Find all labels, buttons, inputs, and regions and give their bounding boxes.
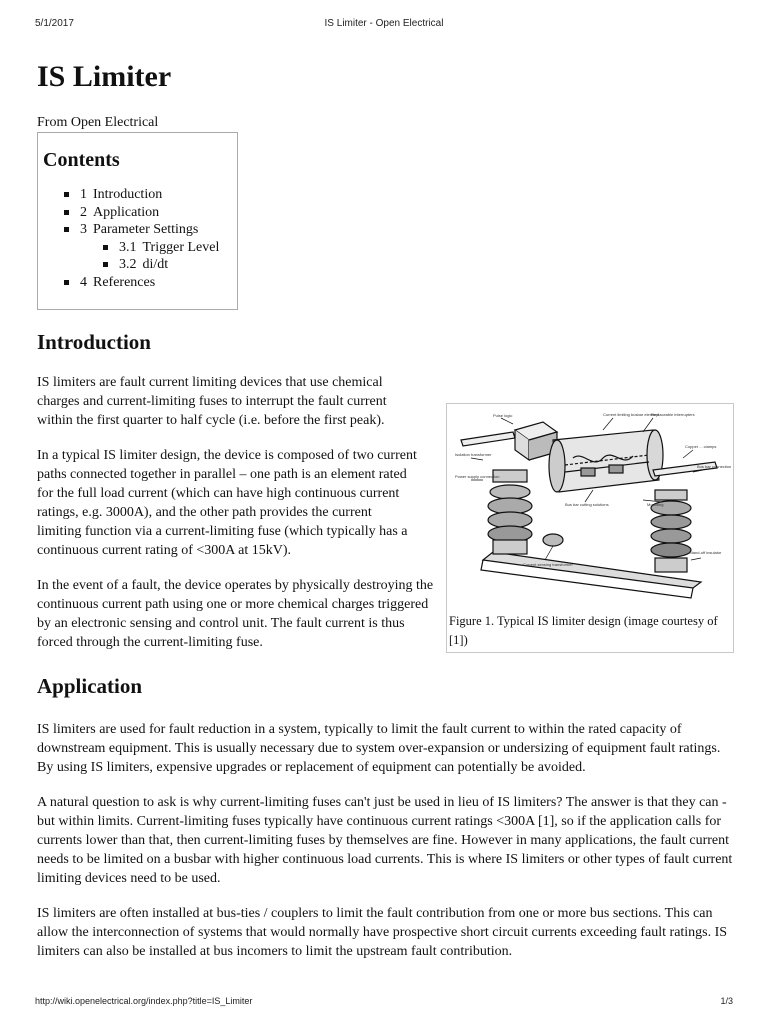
print-header — [35, 18, 733, 32]
label-bus-bar-cutting: Bus bar cutting solutions — [565, 502, 609, 507]
label-power-supply: Power supply connection — [455, 474, 500, 479]
toc-item-number: 2 — [80, 204, 87, 220]
label-copper-clamps: Copper ... clamps — [685, 444, 717, 449]
toc-item-label: Introduction — [93, 187, 163, 202]
toc-item-parameter-settings[interactable] — [43, 221, 237, 239]
left-insulator — [488, 470, 532, 554]
bullet-icon — [64, 210, 69, 215]
toc-item-number: 3.2 — [119, 257, 137, 272]
bullet-icon — [64, 192, 69, 197]
intro-paragraph-2: In a typical IS limiter design, the device is composed of two current paths connected together in parallel – one path is an element rated for the full load current (which can have high continuous current ratings, e.g. 3000A), and the other path provides the current limiting function via a current-limiting fuse (which typically has a continuous current rating of <300A at 15kV). — [37, 448, 417, 558]
page-number: 1/3 — [720, 996, 733, 1006]
print-footer — [35, 996, 733, 1010]
bullet-icon — [103, 262, 108, 267]
intro-paragraph-1: IS limiters are fault current limiting devices that use chemical charges and current-limiting fuses to interrupt the fault current within the first quarter to half cycle (i.e. before the first peak). — [37, 375, 387, 428]
current-transformer — [543, 534, 563, 546]
toc-item-trigger-level[interactable] — [43, 239, 237, 257]
toc-item-number: 1 — [80, 187, 87, 202]
label-current-limiting-busbar: Current limiting busbar element — [603, 412, 659, 417]
left-busbar — [461, 432, 515, 446]
label-isolation-transformer: Isolation transformer — [455, 452, 492, 457]
interrupter-body — [549, 430, 663, 492]
label-replaceable-interrupters: Replaceable interrupters — [651, 412, 695, 417]
is-limiter-illustration — [453, 410, 732, 606]
toc-item-label: Parameter Settings — [93, 222, 199, 237]
heading-introduction: Introduction — [37, 330, 151, 354]
toc-title: Contents — [43, 149, 120, 171]
toc-item-application[interactable] — [43, 204, 237, 222]
application-paragraph-1: IS limiters are used for fault reduction in a system, typically to limit the fault current to within the rated capacity of downstream equipment. This is usually necessary due to system over-expansion or undersizing of equipment fault ratings. By using IS limiters, expensive upgrades or replacement of equipment can potentially be avoided. — [37, 722, 721, 775]
toc-item-number: 3.1 — [119, 239, 137, 255]
table-of-contents — [37, 132, 238, 310]
toc-item-label: Application — [93, 204, 160, 220]
site-subtitle: From Open Electrical — [37, 115, 159, 130]
label-bus-bar-connection: Bus bar connection — [697, 464, 732, 469]
bullet-icon — [103, 245, 108, 250]
intro-text-column — [37, 373, 417, 560]
page-url[interactable]: http://wiki.openelectrical.org/index.php?title=IS_Limiter — [35, 996, 253, 1006]
label-pulse-logic: Pulse logic — [493, 413, 513, 418]
figure-caption: Figure 1. Typical IS limiter design (image courtesy of [1]) — [449, 614, 718, 647]
figure-1 — [446, 403, 734, 653]
print-doc-title: IS Limiter - Open Electrical — [324, 18, 444, 29]
heading-application: Application — [37, 674, 143, 698]
toc-item-di-dt[interactable] — [43, 256, 237, 274]
application-paragraph-3: IS limiters are often installed at bus-ties / couplers to limit the fault contribution from one or more bus sections. This can allow the interconnection of systems that would normally have prospective short circuit currents exceeding fault ratings. IS limiters can also be installed at bus incomers to limit the upstream fault contribution. — [37, 906, 728, 959]
toc-item-label: References — [93, 274, 156, 290]
toc-item-references[interactable] — [43, 274, 237, 292]
toc-item-label: Trigger Level — [142, 239, 220, 255]
toc-item-number: 4 — [80, 274, 87, 290]
is-limiter-diagram-image[interactable] — [453, 410, 732, 606]
intro-paragraph-3: In the event of a fault, the device operates by physically destroying the continuous current path using one or more chemical charges triggered by an electronic sensing and control unit. The fault current is thus forced through the current-limiting fuse. — [37, 578, 434, 650]
print-date: 5/1/2017 — [35, 18, 74, 29]
label-mounting: Mounting — [647, 502, 664, 507]
toc-item-number: 3 — [80, 222, 87, 237]
application-paragraph-2: A natural question to ask is why current-limiting fuses can't just be used in lieu of IS limiters? The answer is that they can - but within limits. Current-limiting fuses typically have continuous current ratings <300A [1], so if the application calls for currents lower than that, then current-limiting fuses by themselves are fine. However in many applications, the fault current needs to be limited on a busbar with higher continuous load currents. This is where IS limiters or other types of fault current limiting devices need to be used. — [37, 795, 733, 886]
label-stand-off-insulator: Stand-off insulator — [689, 550, 722, 555]
bullet-icon — [64, 227, 69, 232]
toc-item-label: di/dt — [142, 257, 169, 272]
bullet-icon — [64, 280, 69, 285]
label-current-sensing: Current sensing transformer — [523, 562, 573, 567]
toc-list — [43, 186, 237, 291]
page-title: IS Limiter — [37, 60, 172, 93]
toc-item-introduction[interactable] — [43, 186, 237, 204]
